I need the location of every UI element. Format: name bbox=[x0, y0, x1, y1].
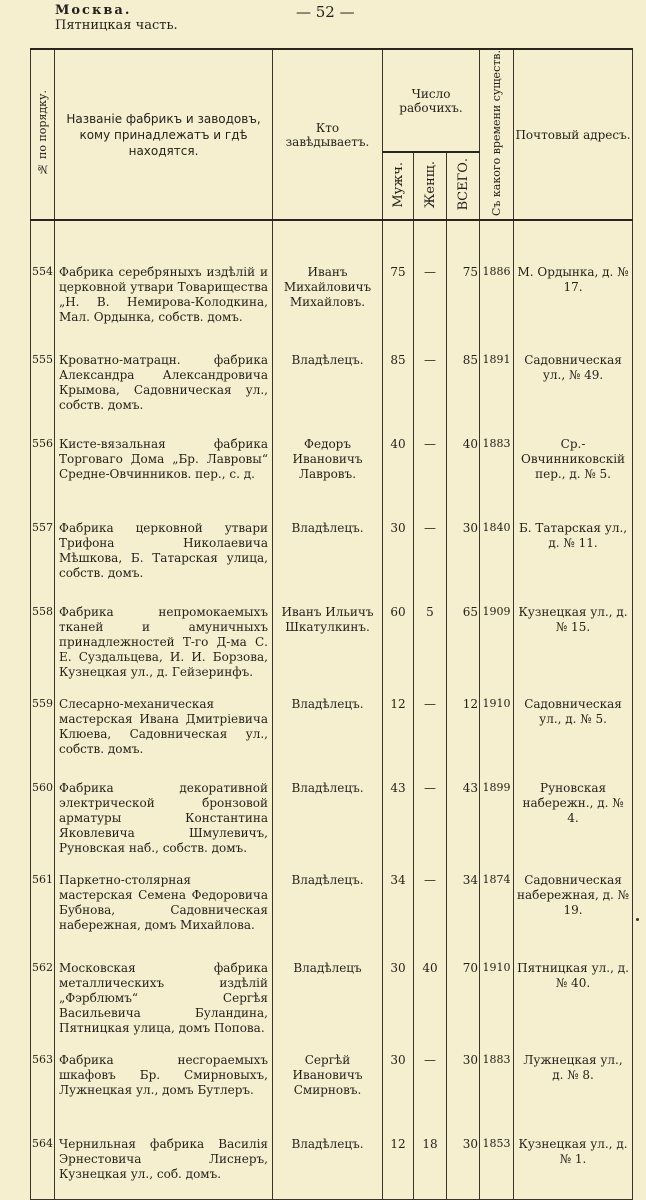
row-number: 554 bbox=[31, 263, 55, 351]
women-count: — bbox=[414, 695, 447, 779]
factory-name: Фабрика декоративной электрической бронзовой арматуры Константина Яковлевича Шмулевичъ, Руновская наб., собств. домъ. bbox=[55, 779, 273, 871]
since-year: 1886 bbox=[480, 263, 514, 351]
manager: Иванъ Михайловичъ Михайловъ. bbox=[273, 263, 383, 351]
manager: Владѣлецъ bbox=[273, 959, 383, 1051]
women-count: — bbox=[414, 1051, 447, 1135]
postal-address: Руновская набережн., д. № 4. bbox=[514, 779, 633, 871]
men-count: 34 bbox=[383, 871, 414, 959]
col-header-since: Съ какого времени существ. bbox=[480, 49, 514, 220]
total-count: 70 bbox=[447, 959, 480, 1051]
district-subtitle: Пятницкая часть. bbox=[55, 18, 178, 33]
postal-address: Лужнецкая ул., д. № 8. bbox=[514, 1051, 633, 1135]
row-number: 556 bbox=[31, 435, 55, 519]
postal-address: Кузнецкая ул., д. № 15. bbox=[514, 603, 633, 695]
total-count: 75 bbox=[447, 263, 480, 351]
page-header bbox=[0, 0, 646, 46]
factory-name: Паркетно-столярная мастерская Семена Федоровича Бубнова, Садовническая набережная, домъ Михайлова. bbox=[55, 871, 273, 959]
manager: Владѣлецъ. bbox=[273, 779, 383, 871]
factory-name: Фабрика церковной утвари Трифона Николаевича Мѣшкова, Б. Татарская улица, собств. домъ. bbox=[55, 519, 273, 603]
manager: Владѣлецъ. bbox=[273, 1135, 383, 1200]
men-count: 75 bbox=[383, 263, 414, 351]
factory-name: Слесарно-механическая мастерская Ивана Дмитріевича Клюева, Садовническая ул., собств. домъ. bbox=[55, 695, 273, 779]
total-count: 34 bbox=[447, 871, 480, 959]
spacer-row bbox=[31, 220, 633, 263]
since-year: 1910 bbox=[480, 695, 514, 779]
row-number: 560 bbox=[31, 779, 55, 871]
manager: Владѣлецъ. bbox=[273, 519, 383, 603]
men-count: 85 bbox=[383, 351, 414, 435]
row-number: 558 bbox=[31, 603, 55, 695]
factory-name: Фабрика несгораемыхъ шкафовъ Бр. Смирновыхъ, Лужнецкая ул., домъ Бутлеръ. bbox=[55, 1051, 273, 1135]
women-count: — bbox=[414, 263, 447, 351]
total-count: 43 bbox=[447, 779, 480, 871]
women-count: — bbox=[414, 871, 447, 959]
postal-address: Пятницкая ул., д. № 40. bbox=[514, 959, 633, 1051]
table-row bbox=[31, 351, 633, 435]
factory-name: Кроватно-матрацн. фабрика Александра Александровича Крымова, Садовническая ул., собств. домъ. bbox=[55, 351, 273, 435]
row-number: 564 bbox=[31, 1135, 55, 1200]
men-count: 30 bbox=[383, 519, 414, 603]
men-count: 43 bbox=[383, 779, 414, 871]
women-count: — bbox=[414, 779, 447, 871]
women-count: — bbox=[414, 435, 447, 519]
table-row bbox=[31, 519, 633, 603]
manager: Иванъ Ильичъ Шкатулкинъ. bbox=[273, 603, 383, 695]
row-number: 557 bbox=[31, 519, 55, 603]
postal-address: Кузнецкая ул., д. № 1. bbox=[514, 1135, 633, 1200]
row-number: 563 bbox=[31, 1051, 55, 1135]
women-count: 40 bbox=[414, 959, 447, 1051]
factory-name: Московская фабрика металлическихъ издѣлій „Фэрблюмъ“ Сергѣя Васильевича Буландина, Пятницкая улица, домъ Попова. bbox=[55, 959, 273, 1051]
col-header-address: Почтовый адресъ. bbox=[514, 49, 633, 220]
women-count: 5 bbox=[414, 603, 447, 695]
table-row bbox=[31, 603, 633, 695]
factory-table bbox=[30, 48, 633, 1200]
postal-address: Садовническая ул., № 49. bbox=[514, 351, 633, 435]
women-count: 18 bbox=[414, 1135, 447, 1200]
manager: Владѣлецъ. bbox=[273, 351, 383, 435]
men-count: 12 bbox=[383, 695, 414, 779]
table-row bbox=[31, 959, 633, 1051]
manager: Федоръ Ивановичъ Лавровъ. bbox=[273, 435, 383, 519]
since-year: 1910 bbox=[480, 959, 514, 1051]
postal-address: Б. Татарская ул., д. № 11. bbox=[514, 519, 633, 603]
men-count: 30 bbox=[383, 959, 414, 1051]
since-year: 1891 bbox=[480, 351, 514, 435]
ink-speck bbox=[636, 918, 639, 921]
men-count: 30 bbox=[383, 1051, 414, 1135]
col-header-manager: Кто завѣдываетъ. bbox=[273, 49, 383, 220]
postal-address: Ср.-Овчинниковскій пер., д. № 5. bbox=[514, 435, 633, 519]
table-row bbox=[31, 263, 633, 351]
factory-name: Кисте-вязальная фабрика Торговаго Дома „Бр. Лавровы“ Средне-Овчинников. пер., с. д. bbox=[55, 435, 273, 519]
women-count: — bbox=[414, 351, 447, 435]
total-count: 40 bbox=[447, 435, 480, 519]
since-year: 1853 bbox=[480, 1135, 514, 1200]
total-count: 12 bbox=[447, 695, 480, 779]
since-year: 1874 bbox=[480, 871, 514, 959]
since-year: 1883 bbox=[480, 435, 514, 519]
total-count: 30 bbox=[447, 1135, 480, 1200]
table-row bbox=[31, 871, 633, 959]
table-row bbox=[31, 695, 633, 779]
col-header-women: Женщ. bbox=[414, 152, 447, 220]
col-header-name: Названіе фабрикъ и заводовъ, кому принадлежатъ и гдѣ находятся. bbox=[55, 49, 273, 220]
since-year: 1883 bbox=[480, 1051, 514, 1135]
factory-name: Чернильная фабрика Василія Эрнестовича Лиснеръ, Кузнецкая ул., соб. домъ. bbox=[55, 1135, 273, 1200]
since-year: 1909 bbox=[480, 603, 514, 695]
total-count: 85 bbox=[447, 351, 480, 435]
col-header-workers-group: Число рабочихъ. bbox=[383, 49, 480, 152]
factory-name: Фабрика непромокаемыхъ тканей и амуничныхъ принадлежностей Т-го Д-ма С. Е. Суздальцева, И. И. Борзова, Кузнецкая ул., д. Гейзеринфъ. bbox=[55, 603, 273, 695]
postal-address: М. Ордынка, д. № 17. bbox=[514, 263, 633, 351]
manager: Владѣлецъ. bbox=[273, 695, 383, 779]
total-count: 30 bbox=[447, 519, 480, 603]
men-count: 12 bbox=[383, 1135, 414, 1200]
col-header-total: ВСЕГО. bbox=[447, 152, 480, 220]
since-year: 1899 bbox=[480, 779, 514, 871]
men-count: 40 bbox=[383, 435, 414, 519]
page-number: — 52 — bbox=[296, 3, 355, 21]
header-row bbox=[31, 49, 633, 152]
table-row bbox=[31, 1135, 633, 1200]
women-count: — bbox=[414, 519, 447, 603]
row-number: 555 bbox=[31, 351, 55, 435]
table-row bbox=[31, 779, 633, 871]
city-title: Москва. bbox=[55, 3, 132, 18]
manager: Сергѣй Ивановичъ Смирновъ. bbox=[273, 1051, 383, 1135]
table-row bbox=[31, 435, 633, 519]
manager: Владѣлецъ. bbox=[273, 871, 383, 959]
row-number: 559 bbox=[31, 695, 55, 779]
total-count: 65 bbox=[447, 603, 480, 695]
row-number: 561 bbox=[31, 871, 55, 959]
table-row bbox=[31, 1051, 633, 1135]
col-header-men: Мужч. bbox=[383, 152, 414, 220]
row-number: 562 bbox=[31, 959, 55, 1051]
postal-address: Садовническая ул., д. № 5. bbox=[514, 695, 633, 779]
col-header-no: № по порядку. bbox=[31, 49, 55, 220]
total-count: 30 bbox=[447, 1051, 480, 1135]
men-count: 60 bbox=[383, 603, 414, 695]
postal-address: Садовническая набережная, д. № 19. bbox=[514, 871, 633, 959]
factory-name: Фабрика серебряныхъ издѣлій и церковной утвари Товарищества „Н. В. Немирова-Колодкина, Мал. Ордынка, собств. домъ. bbox=[55, 263, 273, 351]
since-year: 1840 bbox=[480, 519, 514, 603]
